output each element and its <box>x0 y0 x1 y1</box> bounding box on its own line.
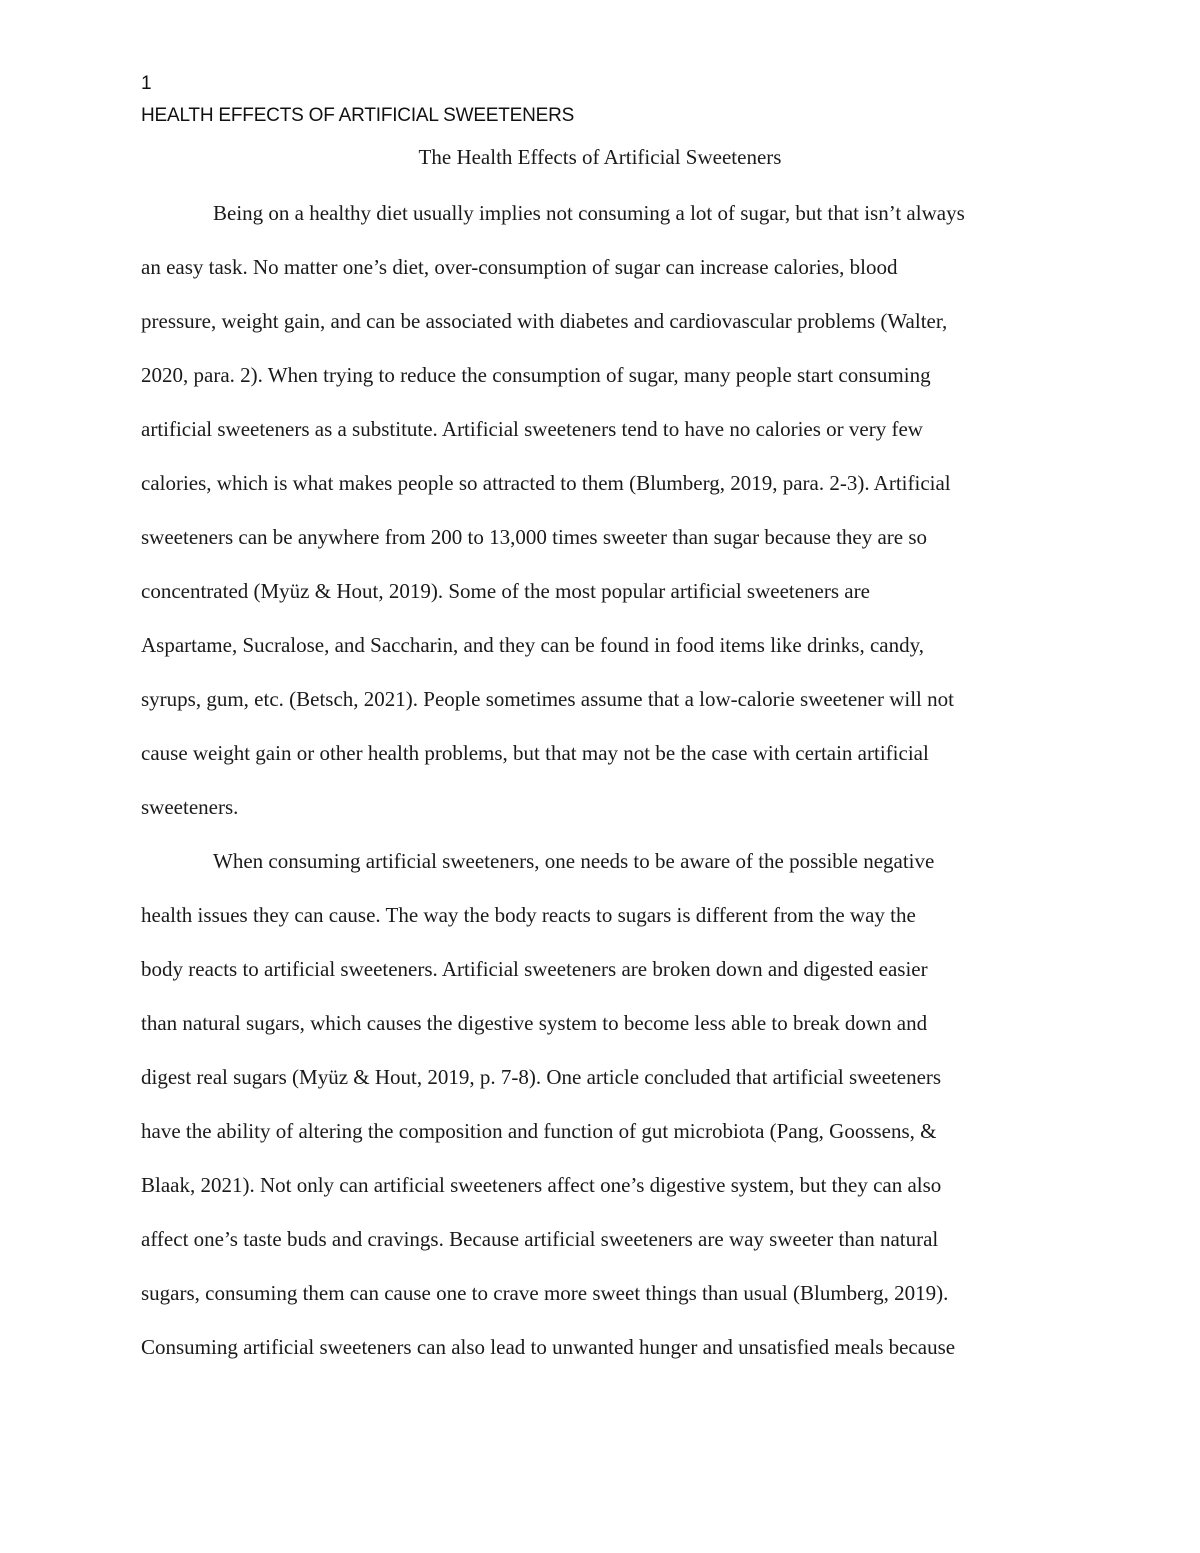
text-line: sugars, consuming them can cause one to crave more sweet things than usual (Blumberg, 2019). <box>141 1281 949 1305</box>
text-line: Blaak, 2021). Not only can artificial sweeteners affect one’s digestive system, but they can also <box>141 1173 942 1197</box>
text-line: Consuming artificial sweeteners can also lead to unwanted hunger and unsatisfied meals because <box>141 1335 956 1359</box>
text-line: than natural sugars, which causes the digestive system to become less able to break down and <box>141 1011 928 1035</box>
text-line: Aspartame, Sucralose, and Saccharin, and they can be found in food items like drinks, candy, <box>141 633 924 657</box>
running-head: HEALTH EFFECTS OF ARTIFICIAL SWEETENERS <box>141 105 575 126</box>
body-text <box>141 186 1059 1374</box>
text-line: artificial sweeteners as a substitute. Artificial sweeteners tend to have no calories or very few <box>141 417 923 441</box>
text-line: 2020, para. 2). When trying to reduce the consumption of sugar, many people start consuming <box>141 363 931 387</box>
text-line: calories, which is what makes people so attracted to them (Blumberg, 2019, para. 2-3). Artificial <box>141 471 951 495</box>
text-line: an easy task. No matter one’s diet, over-consumption of sugar can increase calories, blood <box>141 255 898 279</box>
text-line: concentrated (Myüz & Hout, 2019). Some of the most popular artificial sweeteners are <box>141 579 870 603</box>
text-line: pressure, weight gain, and can be associated with diabetes and cardiovascular problems (Walter, <box>141 309 948 333</box>
text-line: digest real sugars (Myüz & Hout, 2019, p. 7-8). One article concluded that artificial sweeteners <box>141 1065 942 1089</box>
text-line: sweeteners. <box>141 795 239 819</box>
paper-title: The Health Effects of Artificial Sweeteners <box>418 145 782 169</box>
paragraph-2 <box>141 834 1059 1374</box>
text-line: body reacts to artificial sweeteners. Artificial sweeteners are broken down and digested easier <box>141 957 928 981</box>
text-line: Being on a healthy diet usually implies not consuming a lot of sugar, but that isn’t always <box>213 201 965 225</box>
text-line: have the ability of altering the composition and function of gut microbiota (Pang, Goossens, & <box>141 1119 937 1143</box>
text-line: cause weight gain or other health problems, but that may not be the case with certain artificial <box>141 741 929 765</box>
text-line: sweeteners can be anywhere from 200 to 13,000 times sweeter than sugar because they are so <box>141 525 928 549</box>
text-line: When consuming artificial sweeteners, one needs to be aware of the possible negative <box>213 849 935 873</box>
text-line: syrups, gum, etc. (Betsch, 2021). People sometimes assume that a low-calorie sweetener will not <box>141 687 954 711</box>
page-number: 1 <box>141 73 152 94</box>
text-line: affect one’s taste buds and cravings. Because artificial sweeteners are way sweeter than natural <box>141 1227 939 1251</box>
text-line: health issues they can cause. The way the body reacts to sugars is different from the way the <box>141 903 916 927</box>
paragraph-1 <box>141 186 1059 834</box>
